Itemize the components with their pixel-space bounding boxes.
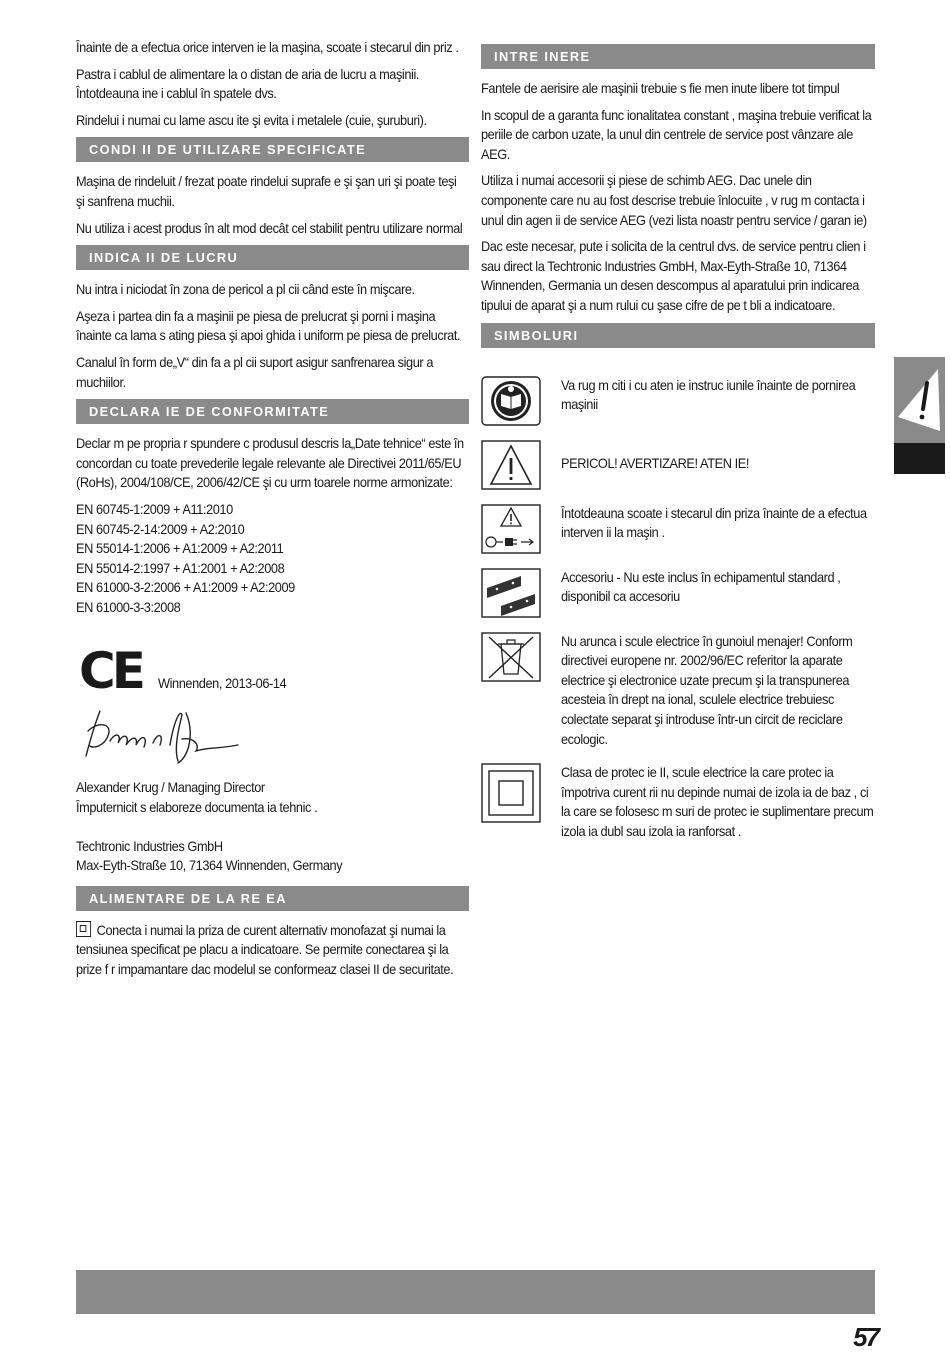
maintenance-paragraph-4: Dac este necesar, pute i solicita de la centrul dvs. de service pentru clien i sau direct la Techtronic Industries GmbH, Max-Eyth-Straße 10, 71364 Winnenden, Germania un desen descompus al aparatului prin indicarea tipului de aparat şi a num rului cu şase cifre de pe t bli a indicatoare. xyxy=(481,239,866,313)
symbol-row xyxy=(481,632,875,750)
norm-item: EN 60745-1:2009 + A11:2010 xyxy=(76,501,233,517)
maintenance-paragraph-2: In scopul de a garanta func ionalitatea constant , maşina trebuie verificat la periile de carbon uzate, la unul din centrele de service post vânzare ale AEG. xyxy=(481,107,872,162)
company-address: Max-Eyth-Straße 10, 71364 Winnenden, Germany xyxy=(76,858,343,874)
section-heading-power: ALIMENTARE DE LA RE EA xyxy=(76,886,469,911)
company-name: Techtronic Industries GmbH xyxy=(76,838,223,854)
unplug-icon xyxy=(481,504,541,554)
symbol-text: Clasa de protec ie II, scule electrice la care protec ia împotriva curent rii nu depinde numai de izola ia de baz , ci la care se folosesc m suri de protec ie suplimentare precum izola ia dubl sau izola ia ranforsat . xyxy=(561,765,874,839)
maintenance-paragraph-1: Fantele de aerisire ale maşinii trebuie s fie men inute libere tot timpul xyxy=(481,81,840,96)
norm-item: EN 55014-2:1997 + A1:2001 + A2:2008 xyxy=(76,560,285,576)
right-column xyxy=(481,38,875,855)
work-paragraph-2: Aşeza i partea din fa a maşinii pe piesa de prelucrat şi porni i maşina înainte ca lama s ating piesa şi apoi ghida i uniform pe piesa de prelucrat. xyxy=(76,308,461,344)
section-heading-conformity: DECLARA IE DE CONFORMITATE xyxy=(76,399,469,424)
section-heading-work: INDICA II DE LUCRU xyxy=(76,245,469,270)
left-column xyxy=(76,38,469,987)
intro-paragraph-1: Înainte de a efectua orice interven ie la maşina, scoate i stecarul din priz . xyxy=(76,40,459,55)
power-paragraph-text: Conecta i numai la priza de curent alternativ monofazat şi numai la tensiunea specificat pe placu a indicatoare. Se permite conectarea şi la prize f r impamantare dac modelul se conformeaz clasei II de securitate. xyxy=(76,922,454,978)
read-manual-icon xyxy=(481,376,541,426)
accessory-blades-icon xyxy=(481,568,541,618)
conformity-paragraph: Declar m pe propria r spundere c produsul descris la„Date tehnice“ este în concordan cu toate prevederile legale relevante ale Directivei 2011/65/EU (RoHs), 2004/108/CE, 2006/42/CE şi cu urm toarele norme armonizate: xyxy=(76,436,464,491)
use-paragraph-1: Maşina de rindeluit / frezat poate rindelui suprafe e şi şan uri şi poate teşi şi sanfrena muchii. xyxy=(76,174,457,209)
power-paragraph xyxy=(76,921,468,980)
company-block xyxy=(76,837,469,876)
intro-paragraph-3: Rindelui i numai cu lame ascu ite şi evita i metalele (cuie, şuruburi). xyxy=(76,112,427,128)
use-paragraph-2: Nu utiliza i acest produs în alt mod decât cel stabilit pentru utilizare normal xyxy=(76,220,463,236)
section-heading-symbols: SIMBOLURI xyxy=(481,323,875,348)
side-tab-warning xyxy=(894,357,945,474)
class-ii-insulation-icon xyxy=(481,763,541,823)
footer-bar xyxy=(76,1270,875,1314)
weee-crossed-bin-icon xyxy=(481,632,541,682)
signer-name: Alexander Krug / Managing Director xyxy=(76,780,265,796)
symbol-row xyxy=(481,440,875,490)
intro-paragraph-2: Pastra i cablul de alimentare la o distan de aria de lucru a maşinii. Întotdeauna ine i cablul în spatele dvs. xyxy=(76,66,419,102)
symbol-text: Va rug m citi i cu aten ie instruc iunile înainte de pornirea maşinii xyxy=(561,377,856,413)
warning-triangle-icon xyxy=(481,440,541,490)
symbol-row xyxy=(481,504,875,554)
symbol-row xyxy=(481,376,875,426)
ce-row xyxy=(76,641,469,701)
symbol-text: Nu arunca i scule electrice în gunoiul menajer! Conform directivei europene nr. 2002/96/EC referitor la aparate electrice şi electronice uzate precum şi la transpunerea acesteia în drept na ional, sculele electrice trebuiesc colectate separat şi introduse într-un circit de reciclare ecologic. xyxy=(561,633,853,747)
signer-role: Împuternicit s elaboreze documenta ia tehnic . xyxy=(76,800,318,816)
symbol-row xyxy=(481,568,875,618)
work-paragraph-1: Nu intra i niciodat în zona de pericol a pl cii când este în mişcare. xyxy=(76,282,415,298)
place-date: Winnenden, 2013-06-14 xyxy=(157,675,287,691)
section-heading-use: CONDI II DE UTILIZARE SPECIFICATE xyxy=(76,137,469,162)
page-number: 57 xyxy=(853,1322,878,1352)
norm-item: EN 61000-3-2:2006 + A1:2009 + A2:2009 xyxy=(76,580,295,596)
work-paragraph-3: Canalul în form de„V“ din fa a pl cii suport asigur sanfrenarea sigur a muchiilor. xyxy=(76,354,434,390)
symbol-text: Accesoriu - Nu este inclus în echipamentul standard , disponibil ca accesoriu xyxy=(561,569,841,605)
norm-item: EN 61000-3-3:2008 xyxy=(76,599,181,615)
norms-list xyxy=(76,500,469,618)
ce-mark-logo: CE xyxy=(79,642,142,701)
signer-block xyxy=(76,778,469,817)
symbol-row xyxy=(481,763,875,841)
signature-image xyxy=(78,701,248,769)
maintenance-paragraph-3: Utiliza i numai accesorii şi piese de schimb AEG. Dac unele din componente care nu au fost descrise trebuie înlocuite , v rug m contacta i unul din agen ii de service AEG (vezi lista noastr pentru service / garan ie) xyxy=(481,173,867,228)
symbol-text: PERICOL! AVERTIZARE! ATEN IE! xyxy=(561,455,749,471)
norm-item: EN 60745-2-14:2009 + A2:2010 xyxy=(76,521,245,537)
class-ii-small-icon xyxy=(76,921,91,937)
section-heading-maintenance: INTRE INERE xyxy=(481,44,875,69)
symbol-text: Întotdeauna scoate i stecarul din priza înainte de a efectua interven ii la maşin . xyxy=(561,505,867,541)
norm-item: EN 55014-1:2006 + A1:2009 + A2:2011 xyxy=(76,541,284,557)
